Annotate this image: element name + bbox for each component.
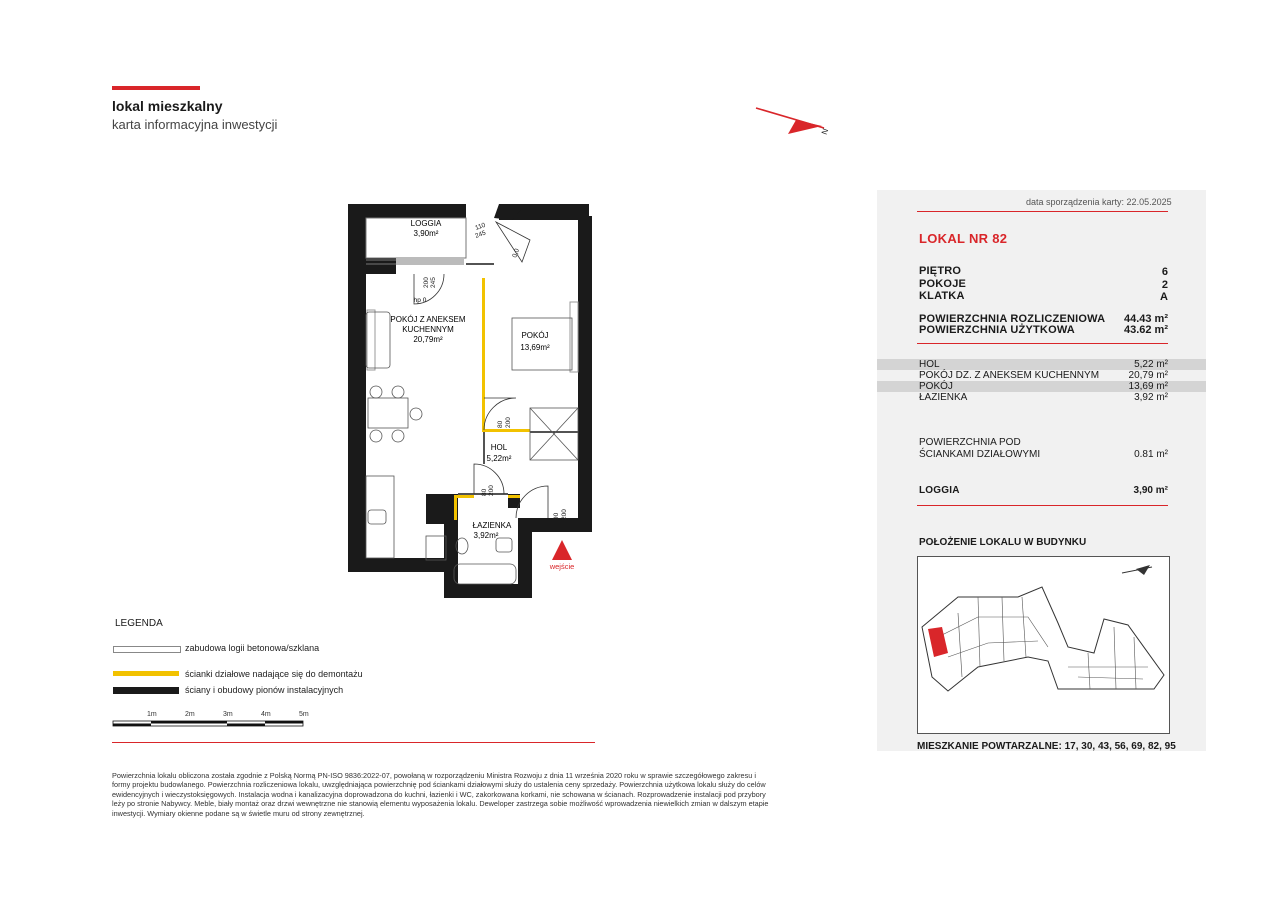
north-label: N	[819, 127, 831, 136]
plan-hp-label: hp 0	[413, 297, 427, 304]
plan-bath-name: ŁAZIENKA	[472, 521, 512, 530]
partition-label-2: ŚCIANKAMI DZIAŁOWYMI	[919, 449, 1041, 460]
legend-swatch-partition	[113, 671, 179, 676]
legend-title: LEGENDA	[115, 618, 163, 629]
scale-label-3m: 3m	[223, 711, 233, 718]
dim-80: 80	[497, 420, 504, 428]
legend-swatch-walls	[113, 687, 179, 694]
dim-200b: 200	[505, 417, 512, 428]
panel-rule-top	[917, 211, 1168, 212]
room-hall-value: 5,22 m²	[1134, 359, 1168, 370]
panel-rule-mid	[917, 343, 1168, 344]
plan-living-name-1: POKÓJ Z ANEKSEM	[390, 315, 466, 324]
scale-bar	[112, 719, 308, 729]
lokal-number: LOKAL NR 82	[919, 231, 1008, 246]
room-living-label: POKÓJ DZ. Z ANEKSEM KUCHENNYM	[919, 370, 1100, 381]
plan-room-area: 13,69m²	[520, 343, 550, 352]
legend-item-walls: ściany i obudowy pionów instalacyjnych	[185, 685, 344, 695]
dim-80b: 80	[481, 488, 488, 496]
map-north-arrow-icon	[1136, 565, 1150, 575]
legend-item-partition: ścianki działowe nadające się do demontażu	[185, 669, 363, 679]
dim-00: 0,0	[511, 247, 521, 259]
partition-value: 0.81 m²	[1134, 449, 1168, 460]
plan-hall-name: HOL	[490, 443, 508, 452]
room-bedroom-value: 13,69 m²	[1128, 381, 1168, 392]
billing-area-label: POWIERZCHNIA ROZLICZENIOWA	[919, 313, 1106, 325]
floor-plan	[344, 200, 604, 605]
plan-living-name-2: KUCHENNYM	[402, 325, 454, 334]
room-bedroom-label: POKÓJ	[919, 381, 953, 392]
room-bathroom-value: 3,92 m²	[1134, 392, 1168, 403]
dim-200d: 200	[561, 509, 568, 520]
room-hall-label: HOL	[919, 359, 940, 370]
billing-area-value: 44.43 m²	[1123, 313, 1168, 325]
plan-living-area: 20,79m²	[413, 335, 443, 344]
rooms-label: POKOJE	[919, 278, 967, 290]
panel-rule-bottom	[917, 505, 1168, 506]
scale-label-2m: 2m	[185, 711, 195, 718]
north-arrow-icon	[752, 104, 832, 140]
room-living-value: 20,79 m²	[1128, 370, 1168, 381]
legend-item-loggia: zabudowa logii betonowa/szklana	[185, 643, 320, 653]
plan-hall-area: 5,22m²	[486, 454, 512, 463]
usable-area-value: 43.62 m²	[1123, 324, 1168, 336]
plan-loggia-name: LOGGIA	[410, 219, 442, 228]
entrance-arrow-icon	[552, 540, 572, 560]
floor-value: 6	[1161, 266, 1168, 278]
dim-110: 110	[474, 221, 487, 232]
scale-label-5m: 5m	[299, 711, 309, 718]
staircase-value: A	[1160, 291, 1168, 303]
plan-walls	[348, 204, 592, 598]
document-subtitle: karta informacyjna inwestycji	[112, 117, 278, 132]
loggia-label: LOGGIA	[919, 485, 960, 496]
dim-200: 200	[423, 277, 430, 288]
header-accent-bar	[112, 86, 200, 90]
plan-loggia-area: 3,90m²	[413, 229, 439, 238]
scale-label-1m: 1m	[147, 711, 157, 718]
document-title: lokal mieszkalny	[112, 98, 223, 114]
partition-label-1: POWIERZCHNIA POD	[919, 437, 1021, 448]
building-location-map	[917, 556, 1170, 734]
dim-90: 90	[553, 512, 560, 520]
dim-245b: 245	[430, 277, 437, 288]
plan-dimensions	[423, 222, 568, 520]
plan-room-name: POKÓJ	[521, 331, 549, 340]
plan-furniture	[366, 312, 578, 584]
loggia-value: 3,90 m²	[1133, 485, 1168, 496]
inner-walls	[458, 264, 578, 494]
legend-swatch-loggia	[113, 646, 181, 653]
building-outline	[918, 557, 1169, 733]
room-bathroom-label: ŁAZIENKA	[919, 392, 968, 403]
floor-label: PIĘTRO	[919, 265, 962, 277]
dim-200c: 200	[488, 485, 495, 496]
bottom-rule	[112, 742, 595, 743]
dim-245: 245	[474, 229, 487, 240]
plan-bath-area: 3,92m²	[473, 531, 499, 540]
staircase-label: KLATKA	[919, 290, 965, 302]
plan-entrance-label: wejście	[549, 562, 575, 571]
footnote: Powierzchnia lokalu obliczona została zgodnie z Polską Normą PN-ISO 9836:2022-07, powołaną w rozporządzeniu Ministra Rozwoju z dnia 11 września 2020 roku w sprawie szczegółowego zakresu i formy projektu budowlanego. Powierzchnia rozliczeniowa lokalu, uwzględniająca powierzchnię pod ściankami działowymi służy do ustalenia ceny sprzedaży. Powierzchnia użytkowa lokalu służy do celów ewidencyjnych i wieczystoksięgowych. Instalacja wodna i kanalizacyjna doprowadzona do kuchni, łazienki i WC, zakorkowana korkami, nie schowana w ścianach. Rozprowadzenie instalacji pod przybory leży po stronie Nabywcy. Meble, biały montaż oraz drzwi wewnętrzne nie stanowią elementu wyposażenia lokalu. Deweloper zastrzega sobie możliwość wprowadzenia niewielkich zmian w dalszym etapie inwestycji. Wymiary okienne podane są w świetle muru od strony zewnętrznej.	[112, 771, 769, 818]
scale-label-4m: 4m	[261, 711, 271, 718]
card-date: data sporządzenia karty: 22.05.2025	[1026, 197, 1172, 207]
repeat-units: MIESZKANIE POWTARZALNE: 17, 30, 43, 56, 69, 82, 95	[917, 741, 1176, 752]
rooms-value: 2	[1161, 279, 1168, 291]
location-title: POŁOŻENIE LOKALU W BUDYNKU	[919, 537, 1087, 548]
usable-area-label: POWIERZCHNIA UŻYTKOWA	[919, 324, 1075, 336]
